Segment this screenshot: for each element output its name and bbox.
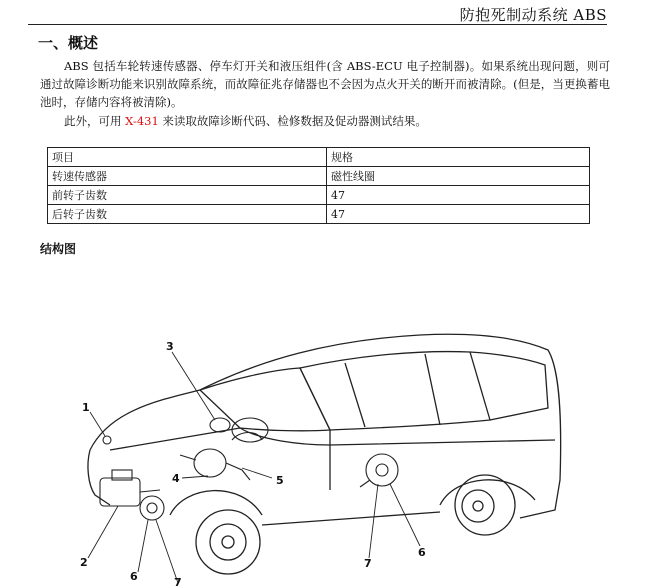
callout-7-front: 7 xyxy=(174,576,182,586)
header-title: 防抱死制动系统 ABS xyxy=(459,6,607,24)
callout-3: 3 xyxy=(166,340,174,353)
tool-name: X-431 xyxy=(125,114,159,128)
brake-booster xyxy=(194,449,226,477)
front-wheel-sensor xyxy=(140,496,164,520)
table-cell: 后转子齿数 xyxy=(48,205,327,224)
table-cell: 47 xyxy=(327,205,590,224)
table-cell: 磁性线圈 xyxy=(327,167,590,186)
ecu-marker xyxy=(103,436,111,444)
callout-1: 1 xyxy=(82,401,90,414)
table-row xyxy=(48,186,590,205)
abs-structure-diagram xyxy=(0,280,649,586)
tool-paragraph-lead: 此外，可用 xyxy=(64,114,126,128)
callout-4: 4 xyxy=(172,472,180,485)
table-cell: 前转子齿数 xyxy=(48,186,327,205)
figure-title: 结构图 xyxy=(40,242,77,256)
tool-paragraph-rest: 来读取故障诊断代码、检修数据及促动器测试结果。 xyxy=(158,114,427,128)
table-header-row xyxy=(48,148,590,167)
table-row xyxy=(48,205,590,224)
header-rule xyxy=(28,24,607,25)
table-cell: 转速传感器 xyxy=(48,167,327,186)
table-cell: 47 xyxy=(327,186,590,205)
vehicle-outline xyxy=(88,334,561,574)
callout-6-rear: 6 xyxy=(418,546,426,559)
callout-labels xyxy=(80,340,426,586)
callout-5: 5 xyxy=(276,474,284,487)
callout-7-rear: 7 xyxy=(364,557,372,570)
overview-paragraph: ABS 包括车轮转速传感器、停车灯开关和液压组件(含 ABS-ECU 电子控制器)。如果系统出现问题，则可通过故障诊断功能来识别故障系统，而故障征兆存储器也不会因为点火开关的断开而被清除。(但是，当更换蓄电池时，存储内容将被清除)。 xyxy=(40,59,610,109)
table-row xyxy=(48,167,590,186)
spec-table xyxy=(47,147,590,224)
table-header-cell: 规格 xyxy=(327,148,590,167)
abs-components xyxy=(100,418,398,520)
callout-6-front: 6 xyxy=(130,570,138,583)
rear-wheel-sensor xyxy=(366,454,398,486)
callout-lines xyxy=(88,352,420,583)
tool-paragraph xyxy=(40,112,610,130)
callout-2: 2 xyxy=(80,556,88,569)
section-title: 一、概述 xyxy=(38,34,99,52)
table-header-cell: 项目 xyxy=(48,148,327,167)
